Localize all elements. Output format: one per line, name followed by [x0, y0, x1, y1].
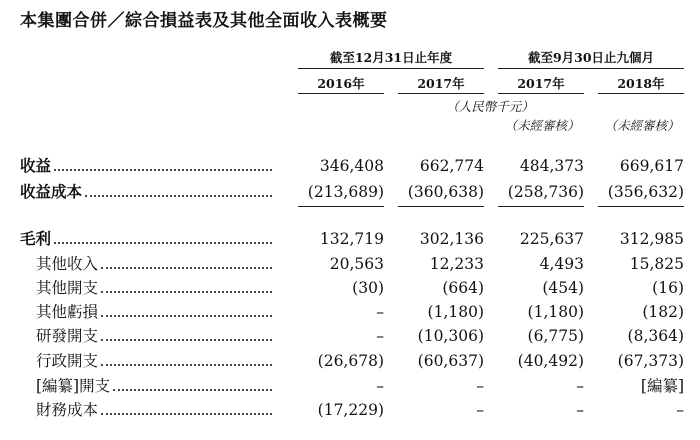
column-header-year: 2017年: [398, 74, 484, 94]
row-label: [36, 375, 272, 397]
row-value: –: [476, 377, 484, 395]
dot-leader: [101, 267, 272, 269]
row-label-text: 毛利: [20, 229, 52, 248]
table-row: [0, 253, 700, 275]
row-value: 662,774: [419, 157, 484, 175]
column-group-nine-months: 截至9月30日止九個月: [498, 48, 684, 69]
row-label: [36, 277, 272, 299]
row-label-text: [編纂]開支: [36, 377, 111, 395]
row-label: [36, 350, 272, 372]
subtotal-rule: [598, 206, 684, 207]
dot-leader: [101, 339, 272, 341]
dot-leader: [113, 389, 272, 391]
unaudited-note: （未經審核）: [504, 118, 580, 133]
row-value: –: [376, 303, 384, 321]
row-value: –: [476, 401, 484, 419]
row-value: –: [376, 377, 384, 395]
row-label-text: 收益成本: [20, 182, 83, 201]
row-label: [36, 301, 272, 323]
row-value: (258,736): [507, 183, 584, 201]
subtotal-rule: [398, 206, 484, 207]
table-row: [0, 399, 700, 421]
table-row: [0, 228, 700, 250]
row-value: (356,632): [607, 183, 684, 201]
dot-leader: [101, 364, 272, 366]
dot-leader: [101, 291, 272, 293]
row-value: (40,492): [517, 352, 584, 370]
row-label-text: 行政開支: [36, 352, 99, 370]
row-value: (8,364): [627, 327, 684, 345]
table-row: [0, 325, 700, 347]
table-row: [0, 181, 700, 203]
row-value: 669,617: [619, 157, 684, 175]
table-row: [0, 350, 700, 372]
row-label-text: 其他開支: [36, 279, 99, 297]
row-label: [36, 325, 272, 347]
row-value: (16): [652, 279, 684, 297]
row-value: 20,563: [329, 255, 384, 273]
row-value: 302,136: [419, 230, 484, 248]
row-value: [編纂]: [640, 377, 684, 395]
row-value: (182): [642, 303, 684, 321]
row-label-text: 其他虧損: [36, 303, 99, 321]
column-group-year-ended: 截至12月31日止年度: [298, 48, 484, 69]
unaudited-note: （未經審核）: [604, 118, 680, 133]
row-value: (26,678): [317, 352, 384, 370]
dot-leader: [54, 169, 272, 171]
row-value: (664): [442, 279, 484, 297]
row-value: (17,229): [317, 401, 384, 419]
row-value: (454): [542, 279, 584, 297]
row-value: 12,233: [429, 255, 484, 273]
column-header-year: 2016年: [298, 74, 384, 94]
row-value: 312,985: [619, 230, 684, 248]
row-value: (10,306): [417, 327, 484, 345]
row-value: (30): [352, 279, 384, 297]
dot-leader: [101, 315, 272, 317]
row-label: [20, 155, 272, 177]
page-title: 本集團合併／綜合損益表及其他全面收入表概要: [20, 11, 388, 31]
column-header-year: 2017年: [498, 74, 584, 94]
row-label-text: 收益: [20, 156, 52, 175]
row-label-text: 其他收入: [36, 255, 99, 273]
table-row: [0, 301, 700, 323]
row-label: [36, 399, 272, 421]
row-value: (1,180): [527, 303, 584, 321]
dot-leader: [54, 242, 272, 244]
row-label-text: 財務成本: [36, 401, 99, 419]
row-value: (213,689): [307, 183, 384, 201]
row-value: 225,637: [519, 230, 584, 248]
subtotal-rule: [498, 206, 584, 207]
row-value: 15,825: [629, 255, 684, 273]
row-value: 132,719: [319, 230, 384, 248]
dot-leader: [101, 413, 272, 415]
table-row: [0, 155, 700, 177]
row-label: [20, 228, 272, 250]
row-value: –: [676, 401, 684, 419]
currency-note: （人民幣千元）: [446, 99, 534, 114]
row-label: [36, 253, 272, 275]
row-value: (1,180): [427, 303, 484, 321]
subtotal-rule: [298, 206, 384, 207]
row-value: 484,373: [519, 157, 584, 175]
row-value: (67,373): [617, 352, 684, 370]
row-label: [20, 181, 272, 203]
row-value: 346,408: [319, 157, 384, 175]
row-value: (60,637): [417, 352, 484, 370]
dot-leader: [85, 195, 272, 197]
column-header-year: 2018年: [598, 74, 684, 94]
row-value: (360,638): [407, 183, 484, 201]
row-value: –: [576, 377, 584, 395]
row-value: (6,775): [527, 327, 584, 345]
table-row: [0, 277, 700, 299]
row-value: 4,493: [539, 255, 584, 273]
row-label-text: 研發開支: [36, 327, 99, 345]
table-row: [0, 375, 700, 397]
row-value: –: [576, 401, 584, 419]
row-value: –: [376, 327, 384, 345]
